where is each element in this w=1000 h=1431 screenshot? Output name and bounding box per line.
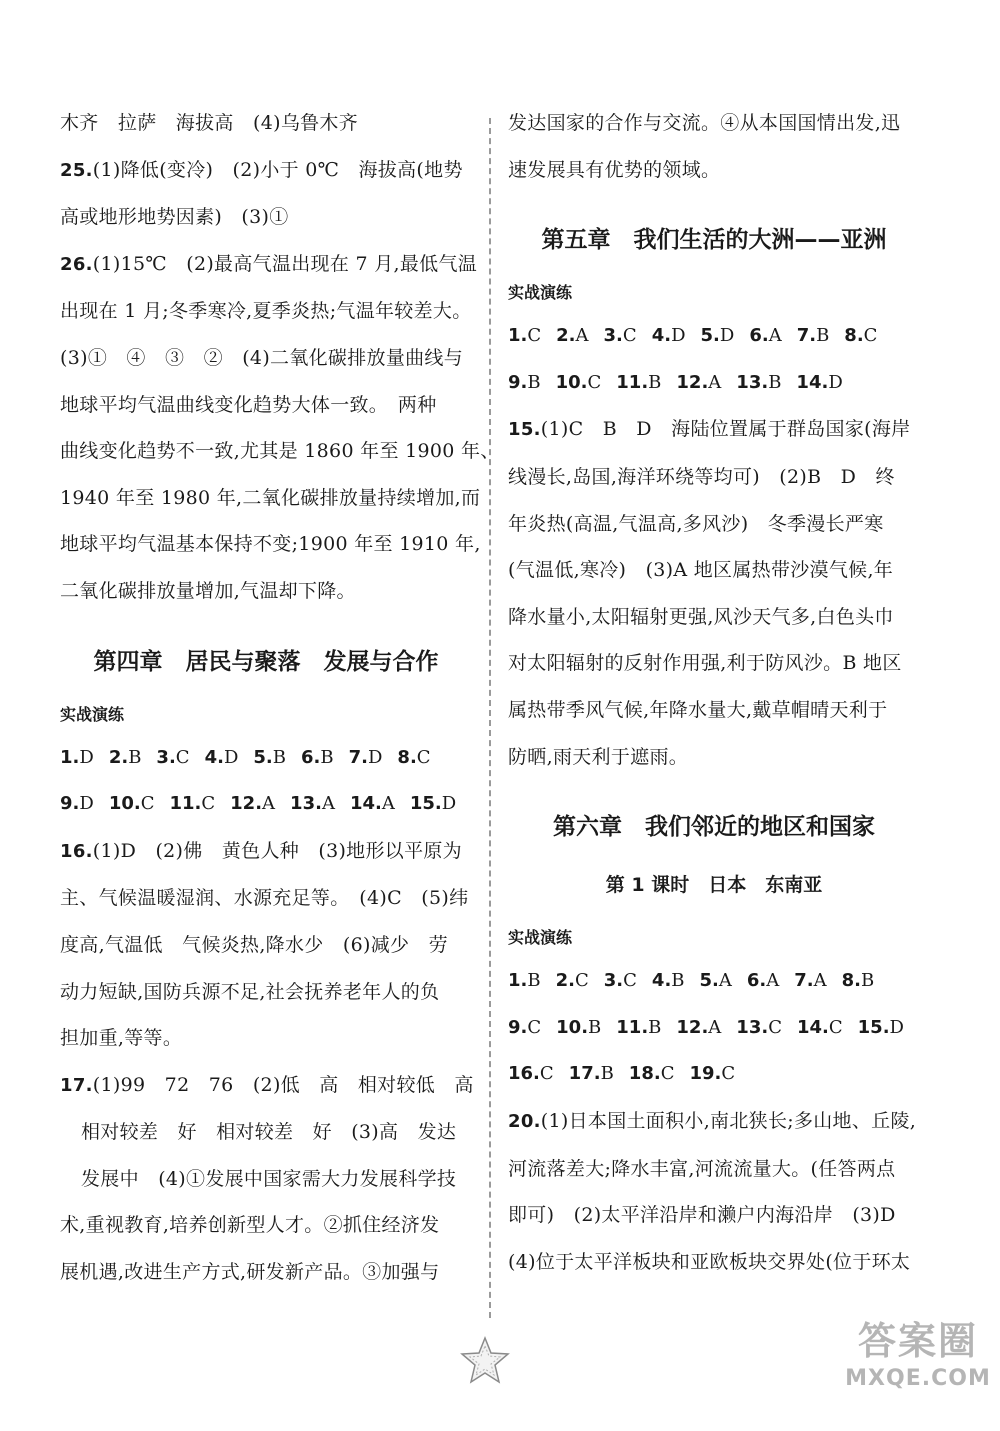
mcq-item: 1.B (508, 970, 541, 992)
answer-line: (1)日本国土面积小,南北狭长;多山地、丘陵, (540, 1109, 917, 1132)
answer-line: 地球平均气温曲线变化趋势大体一致。 两种 (60, 393, 437, 416)
mcq-item: 11.B (616, 371, 662, 393)
mcq-item: 11.C (169, 793, 216, 815)
answer-line: 地球平均气温基本保持不变;1900 年至 1910 年, (60, 533, 481, 556)
question-15 (508, 406, 920, 780)
answer-line: 主、气候温暖湿润、水源充足等。 (4)C (5)纬 (60, 887, 469, 910)
answer-line: 河流落差大;降水丰富,河流流量大。(任答两点 (508, 1157, 896, 1180)
mcq-item: 5.D (700, 325, 735, 347)
watermark-logo (838, 1318, 998, 1422)
mcq-item: 9.B (508, 371, 541, 393)
mcq-item: 14.A (349, 793, 395, 815)
answer-line: 出现在 1 月;冬季寒冷,夏季炎热;气温年较差大。 (60, 300, 472, 323)
mcq-item: 10.C (555, 371, 602, 393)
answer-line: 曲线变化趋势不一致,尤其是 1860 年至 1900 年、 (60, 440, 500, 463)
mcq-item: 2.C (555, 970, 589, 992)
lesson-title: 第 1 课时 日本 东南亚 (605, 874, 823, 897)
answer-line: 高或地形地势因素) (3)① (60, 206, 289, 229)
mcq-row (508, 958, 920, 1005)
question-number: 25. (60, 159, 93, 181)
mcq-row (60, 781, 472, 828)
left-column (60, 100, 500, 1296)
watermark-url: MXQE.COM (845, 1366, 991, 1391)
question-20 (508, 1098, 920, 1285)
question-number: 17. (60, 1074, 93, 1096)
question-number: 15. (508, 419, 541, 441)
mcq-row (508, 1051, 920, 1098)
answer-line: 度高,气温低 气候炎热,降水少 (6)减少 劳 (60, 933, 448, 956)
answer-line: 二氧化碳排放量增加,气温却下降。 (60, 579, 356, 602)
chapter-6-title: 第六章 我们邻近的地区和国家 (553, 814, 875, 841)
mcq-item: 4.B (651, 970, 685, 992)
answer-line: (4)位于太平洋板块和亚欧板块交界处(位于环太 (508, 1250, 911, 1273)
mcq-item: 10.B (556, 1016, 602, 1038)
answer-line: 年炎热(高温,气温高,多风沙) 冬季漫长严寒 (508, 512, 884, 535)
continuation-line: 发达国家的合作与交流。④从本国国情出发,迅 (508, 112, 901, 134)
answer-line: (1)降低(变冷) (2)小于 0℃ 海拔高(地势 (92, 158, 463, 181)
mcq-row (60, 735, 472, 782)
mcq-row (508, 1005, 920, 1052)
answer-line: 动力短缺,国防兵源不足,社会抚养老年人的负 (60, 980, 440, 1003)
mcq-item: 3.C (603, 970, 637, 992)
answer-line: 1940 年至 1980 年,二氧化碳排放量持续增加,而 (60, 486, 481, 509)
answer-line: 术,重视教育,培养创新型人才。②抓住经济发 (60, 1214, 440, 1237)
answer-line: 发展中 (4)①发展中国家需大力发展科学技 (81, 1167, 457, 1190)
mcq-block-ch5 (508, 313, 920, 406)
answer-line: (3)① ④ ③ ② (4)二氧化碳排放量曲线与 (60, 346, 464, 369)
mcq-item: 5.B (253, 746, 286, 768)
mcq-item: 19.C (689, 1063, 736, 1085)
mcq-item: 8.C (397, 746, 431, 768)
mcq-item: 7.A (794, 970, 827, 992)
mcq-item: 10.C (108, 793, 155, 815)
mcq-item: 16.C (508, 1063, 554, 1085)
mcq-item: 2.B (108, 746, 142, 768)
answer-line: 即可) (2)太平洋沿岸和濑户内海沿岸 (3)D (508, 1204, 896, 1227)
mcq-item: 11.B (616, 1016, 662, 1038)
mcq-item: 3.C (603, 325, 637, 347)
mcq-item: 4.D (204, 746, 239, 768)
mcq-item: 8.B (841, 970, 875, 992)
continuation-line: 速发展具有优势的领域。 (508, 158, 721, 181)
answer-line: 展机遇,改进生产方式,研发新产品。③加强与 (60, 1261, 440, 1284)
answer-line: 相对较差 好 相对较差 好 (3)高 发达 (81, 1121, 457, 1144)
mcq-item: 13.B (736, 371, 782, 393)
mcq-item: 4.D (651, 325, 686, 347)
mcq-row (508, 313, 920, 360)
answer-line: (1)C B D 海陆位置属于群岛国家(海岸 (540, 418, 911, 441)
chapter-5-title: 第五章 我们生活的大洲——亚洲 (541, 227, 887, 254)
mcq-item: 6.B (301, 746, 334, 768)
question-26 (60, 241, 500, 615)
question-25 (60, 147, 472, 241)
answer-line: 防晒,雨天利于遮雨。 (508, 745, 689, 768)
mcq-item: 9.D (60, 793, 94, 815)
answer-line: (1)D (2)佛 黄色人种 (3)地形以平原为 (92, 839, 462, 862)
mcq-block-ch4 (60, 735, 472, 828)
chapter-4-title: 第四章 居民与聚落 发展与合作 (93, 648, 439, 675)
mcq-item: 8.C (844, 325, 878, 347)
mcq-item: 7.D (348, 746, 383, 768)
mcq-block-ch6 (508, 958, 920, 1098)
question-16 (60, 828, 472, 1062)
question-number: 20. (508, 1110, 541, 1132)
section-heading: 实战演练 (508, 928, 573, 948)
mcq-item: 12.A (676, 371, 722, 393)
section-heading: 实战演练 (508, 283, 573, 303)
watermark-title: 答案圈 (857, 1319, 978, 1363)
mcq-item: 9.C (508, 1016, 542, 1038)
mcq-item: 13.A (290, 793, 335, 815)
answer-line: 线漫长,岛国,海洋环绕等均可) (2)B D 终 (508, 465, 895, 488)
mcq-item: 15.D (857, 1016, 904, 1038)
mcq-item: 1.D (60, 746, 94, 768)
mcq-item: 7.B (796, 325, 830, 347)
question-17 (60, 1062, 472, 1296)
answer-line: 属热带季风气候,年降水量大,戴草帽晴天利于 (508, 698, 888, 721)
mcq-item: 1.C (508, 325, 542, 347)
answer-line: (1)15℃ (2)最高气温出现在 7 月,最低气温 (92, 252, 478, 275)
mcq-item: 2.A (556, 325, 589, 347)
mcq-item: 6.A (749, 325, 782, 347)
question-number: 26. (60, 253, 93, 275)
mcq-item: 14.C (796, 1016, 843, 1038)
right-column (508, 100, 920, 1285)
answer-line: (气温低,寒冷) (3)A 地区属热带沙漠气候,年 (508, 559, 894, 582)
answer-line: 担加重,等等。 (60, 1027, 183, 1050)
mcq-item: 15.D (409, 793, 457, 815)
mcq-item: 17.B (568, 1063, 614, 1085)
mcq-item: 14.D (796, 371, 843, 393)
intro-line: 木齐 拉萨 海拔高 (4)乌鲁木齐 (60, 112, 359, 134)
section-heading: 实战演练 (60, 704, 125, 724)
mcq-item: 3.C (156, 746, 190, 768)
mcq-item: 12.A (676, 1016, 722, 1038)
answer-line: 对太阳辐射的反射作用强,利于防风沙。B 地区 (508, 652, 902, 675)
answer-line: (1)99 72 76 (2)低 高 相对较低 高 (92, 1073, 474, 1096)
mcq-item: 12.A (230, 793, 276, 815)
mcq-item: 5.A (699, 970, 732, 992)
answer-line: 降水量小,太阳辐射更强,风沙天气多,白色头巾 (508, 605, 894, 628)
column-divider (489, 118, 491, 1318)
star-icon (458, 1335, 512, 1385)
mcq-item: 6.A (746, 970, 780, 992)
mcq-item: 18.C (628, 1063, 675, 1085)
question-number: 16. (60, 840, 93, 862)
mcq-row (508, 360, 920, 407)
mcq-item: 13.C (736, 1016, 782, 1038)
